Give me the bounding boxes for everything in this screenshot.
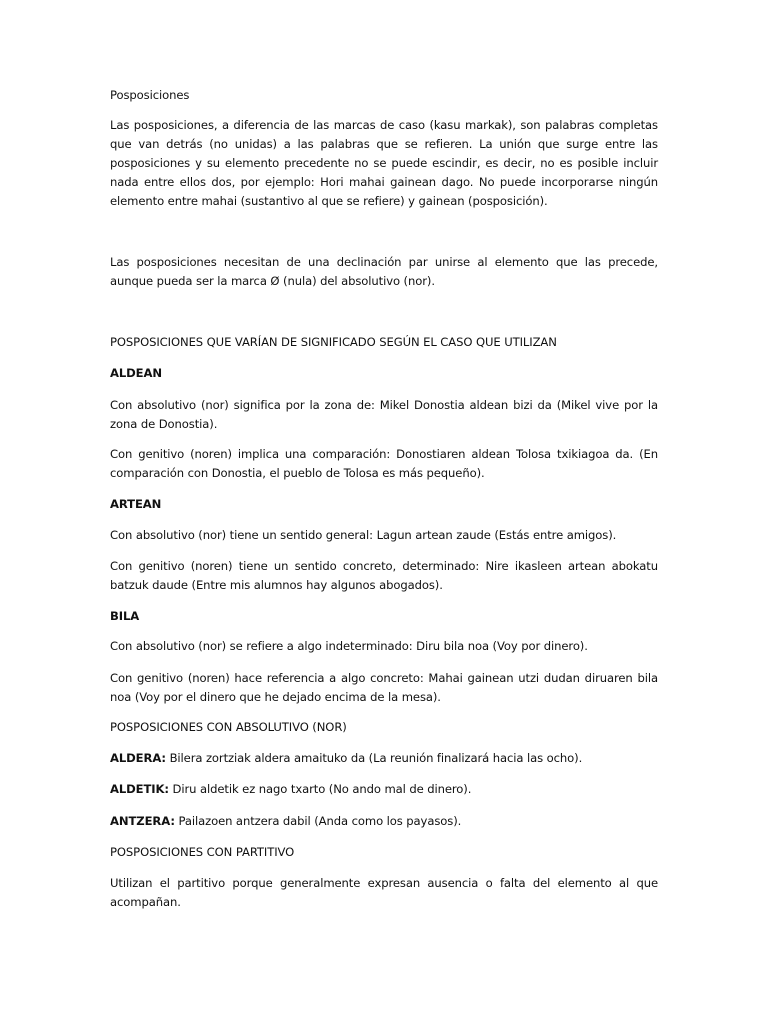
intro-paragraph-2: Las posposiciones necesitan de una declinación par unirse al elemento que las precede, aunque pueda ser la marca Ø (nula) del absolutivo (nor). — [110, 255, 658, 288]
bila-label: BILA — [110, 609, 140, 623]
section-heading-absolutive: POSPOSICIONES CON ABSOLUTIVO (NOR) — [110, 720, 347, 734]
aldera-text: Bilera zortziak aldera amaituko da (La reunión finalizará hacia las ocho). — [169, 751, 583, 765]
bila-genitive-paragraph: Con genitivo (noren) hace referencia a algo concreto: Mahai gainean utzi dudan diruaren bila noa (Voy por el dinero que he dejado encima de la mesa). — [110, 671, 658, 704]
aldean-label: ALDEAN — [110, 366, 162, 380]
aldean-heading — [110, 364, 658, 383]
aldean-genitive-paragraph: Con genitivo (noren) implica una comparación: Donostiaren aldean Tolosa txikiagoa da. (En comparación con Donostia, el pueblo de Tolosa es más pequeño). — [110, 447, 658, 480]
antzera-term: ANTZERA: — [110, 814, 175, 828]
aldetik-text: Diru aldetik ez nago txarto (No ando mal de dinero). — [172, 782, 472, 796]
aldetik-term: ALDETIK: — [110, 782, 169, 796]
bila-heading — [110, 607, 658, 626]
artean-absolutive-paragraph: Con absolutivo (nor) tiene un sentido general: Lagun artean zaude (Estás entre amigos). — [110, 528, 617, 542]
intro-paragraph-1: Las posposiciones, a diferencia de las marcas de caso (kasu markak), son palabras completas que van detrás (no unidas) a las palabras que se refieren. La unión que surge entre las posposiciones y su elemento precedente no se puede escindir, es decir, no es posible incluir nada entre ellos dos, por ejemplo: Hori mahai gainean dago. No puede incorporarse ningún elemento entre mahai (sustantivo al que se refiere) y gainean (posposición). — [110, 118, 658, 208]
aldean-absolutive-paragraph: Con absolutivo (nor) significa por la zona de: Mikel Donostia aldean bizi da (Mikel vive por la zona de Donostia). — [110, 398, 658, 431]
antzera-entry — [110, 812, 658, 831]
artean-genitive-paragraph: Con genitivo (noren) tiene un sentido concreto, determinado: Nire ikasleen artean abokatu batzuk daude (Entre mis alumnos hay algunos abogados). — [110, 559, 658, 592]
section-heading-partitive: POSPOSICIONES CON PARTITIVO — [110, 845, 295, 859]
aldetik-entry — [110, 780, 658, 799]
artean-heading — [110, 495, 658, 514]
partitive-paragraph: Utilizan el partitivo porque generalmente expresan ausencia o falta del elemento al que acompañan. — [110, 876, 658, 909]
document-title: Posposiciones — [110, 88, 190, 102]
antzera-text: Pailazoen antzera dabil (Anda como los payasos). — [178, 814, 462, 828]
bila-absolutive-paragraph: Con absolutivo (nor) se refiere a algo indeterminado: Diru bila noa (Voy por dinero). — [110, 639, 588, 653]
aldera-term: ALDERA: — [110, 751, 166, 765]
aldera-entry — [110, 749, 658, 768]
artean-label: ARTEAN — [110, 497, 162, 511]
section-heading-variable-meaning: POSPOSICIONES QUE VARÍAN DE SIGNIFICADO SEGÚN EL CASO QUE UTILIZAN — [110, 335, 557, 349]
